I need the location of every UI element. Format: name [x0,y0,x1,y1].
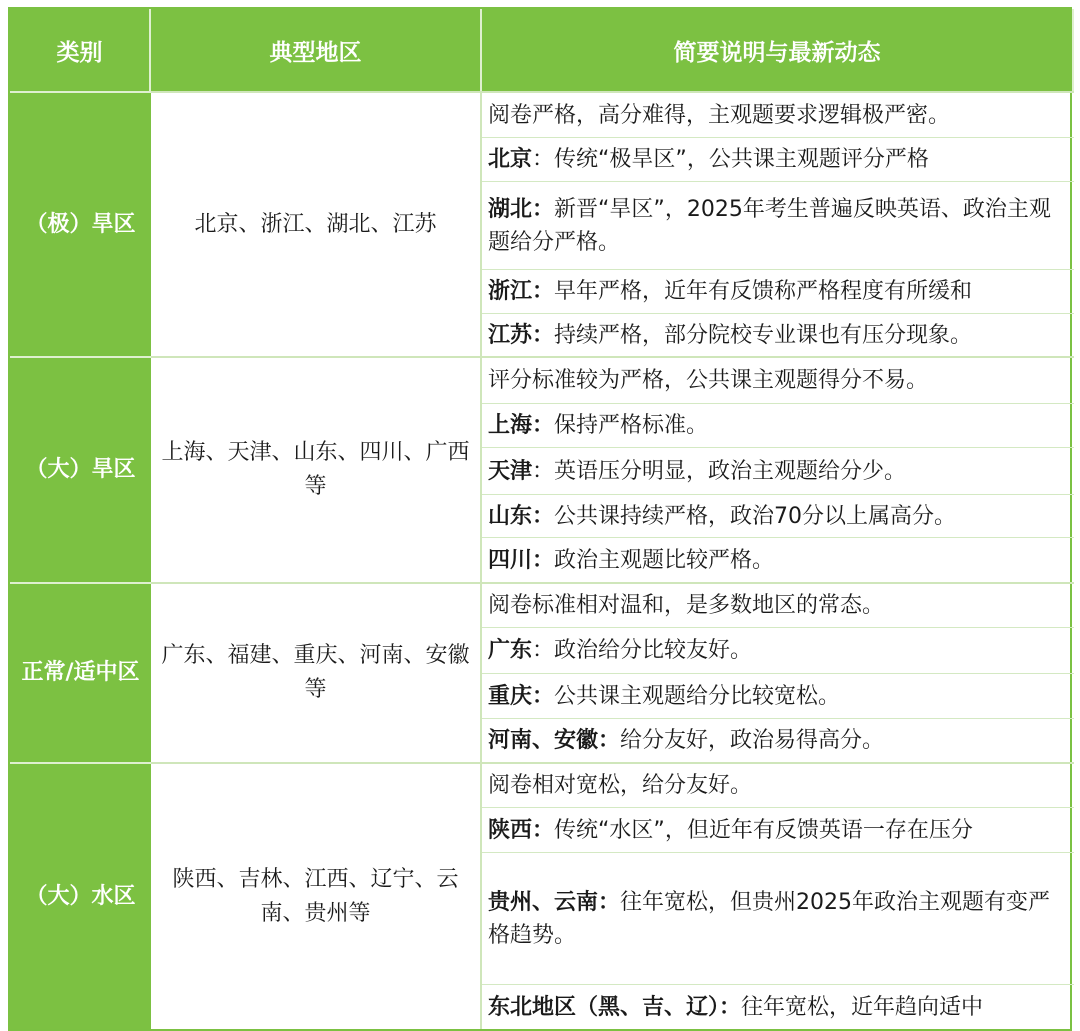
detail-separator: ： [598,889,621,915]
detail-place: 浙江 [488,279,533,304]
region-cell: 广东、福建、重庆、河南、安徽等 [151,582,482,762]
detail-text: 往年宽松，近年趋向适中 [741,994,984,1020]
summary-cell: 阅卷严格，高分难得，主观题要求逻辑极严密。 [482,91,1074,137]
detail-text: 传统“水区”，但近年有反馈英语一存在压分 [554,817,973,843]
detail-row [482,447,1074,494]
detail-separator: ： [532,638,555,663]
region-cell: 陕西、吉林、江西、辽宁、云南、贵州等 [151,762,482,1029]
detail-row [482,269,1074,313]
detail-text: 往年宽松，但贵州2025年政治主观题有变严格趋势。 [488,889,1051,948]
detail-place: 重庆 [488,683,533,709]
region-cell: 上海、天津、山东、四川、广西等 [151,356,482,582]
detail-place: 东北地区（黑、吉、辽） [488,994,720,1020]
detail-row [482,852,1074,984]
detail-place: 上海 [488,413,533,438]
detail-text: 公共课持续严格，政治70分以上属高分。 [554,503,957,529]
summary-cell: 阅卷标准相对温和，是多数地区的常态。 [482,582,1074,627]
detail-place: 贵州、云南 [488,889,599,915]
header-category: 类别 [10,9,151,91]
detail-separator: ： [532,413,555,438]
detail-text: 英语压分明显，政治主观题给分少。 [554,458,907,484]
detail-place: 陕西 [488,817,533,843]
detail-text: 传统“极旱区”，公共课主观题评分严格 [554,147,929,172]
detail-row [482,673,1074,718]
detail-place: 四川 [488,547,533,573]
detail-separator: ： [532,196,555,222]
detail-row [482,137,1074,181]
detail-separator: ： [532,458,555,484]
detail-separator: ： [532,817,555,843]
category-cell: （大）水区 [10,762,151,1029]
category-cell: （极）旱区 [10,91,151,356]
detail-text: 公共课主观题给分比较宽松。 [554,683,841,709]
detail-row [482,718,1074,762]
detail-separator: ： [532,147,555,172]
header-region: 典型地区 [151,9,482,91]
region-cell: 北京、浙江、湖北、江苏 [151,91,482,356]
detail-separator: ： [719,994,742,1020]
detail-text: 政治主观题比较严格。 [554,547,775,573]
detail-text: 给分友好，政治易得高分。 [620,728,885,753]
detail-separator: ： [598,728,621,753]
region-grading-table [8,7,1072,1031]
detail-text: 持续严格，部分院校专业课也有压分现象。 [554,322,973,348]
detail-row [482,807,1074,852]
detail-text: 新晋“旱区”，2025年考生普遍反映英语、政治主观题给分严格。 [488,196,1051,255]
detail-place: 山东 [488,503,533,529]
detail-row [482,181,1074,269]
category-cell: （大）旱区 [10,356,151,582]
detail-text: 早年严格，近年有反馈称严格程度有所缓和 [554,279,973,304]
detail-separator: ： [532,547,555,573]
detail-row [482,627,1074,673]
detail-row [482,403,1074,447]
detail-separator: ： [532,322,555,348]
summary-cell: 阅卷相对宽松，给分友好。 [482,762,1074,807]
detail-place: 江苏 [488,322,533,348]
detail-row [482,313,1074,356]
header-description: 简要说明与最新动态 [482,9,1074,91]
summary-cell: 评分标准较为严格，公共课主观题得分不易。 [482,356,1074,403]
detail-row [482,537,1074,582]
detail-separator: ： [532,503,555,529]
category-cell: 正常/适中区 [10,582,151,762]
detail-place: 北京 [488,147,533,172]
detail-row [482,984,1074,1029]
detail-place: 广东 [488,638,533,663]
detail-text: 保持严格标准。 [554,413,709,438]
detail-place: 河南、安徽 [488,728,599,753]
detail-row [482,494,1074,537]
detail-separator: ： [532,279,555,304]
detail-text: 政治给分比较友好。 [554,638,753,663]
detail-separator: ： [532,683,555,709]
detail-place: 天津 [488,458,533,484]
detail-place: 湖北 [488,196,533,222]
